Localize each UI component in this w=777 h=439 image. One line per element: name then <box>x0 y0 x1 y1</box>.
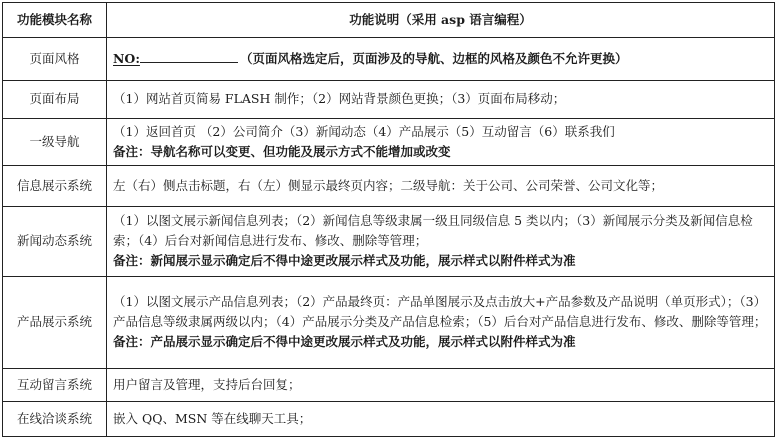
table-row <box>3 119 775 166</box>
module-name: 新闻动态系统 <box>3 207 107 276</box>
description-line: （1）网站首页简易 FLASH 制作；（2）网站背景颜色更换；（3）页面布局移动； <box>113 91 566 107</box>
description-line: （1）以图文展示新闻信息列表；（2）新闻信息等级隶属一级且同级信息 5 类以内；（3）新闻展示分类及新闻信息检索；（4）后台对新闻信息进行发布、修改、删除等管理； <box>113 213 753 249</box>
module-name: 产品展示系统 <box>3 276 107 368</box>
description-note: 备注：产品展示显示确定后不得中途更改展示样式及功能，展示样式以附件样式为准 <box>113 334 576 350</box>
module-description <box>107 80 775 119</box>
module-description <box>107 119 775 166</box>
module-name: 互动留言系统 <box>3 368 107 402</box>
description-note: 备注：新闻展示显示确定后不得中途更改展示样式及功能，展示样式以附件样式为准 <box>113 253 576 269</box>
table-row <box>3 80 775 119</box>
description-line: 左（右）侧点击标题，右（左）侧显示最终页内容；二级导航：关于公司、公司荣誉、公司文化等； <box>113 178 664 194</box>
module-name: 页面布局 <box>3 80 107 119</box>
description-line: （1）返回首页 （2）公司简介（3）新闻动态（4）产品展示（5）互动留言（6）联系我们 <box>113 124 615 140</box>
table-row <box>3 166 775 207</box>
module-description <box>107 368 775 402</box>
module-description <box>107 37 775 80</box>
header-description: 功能说明（采用 asp 语言编程） <box>107 3 775 38</box>
module-name: 信息展示系统 <box>3 166 107 207</box>
module-name: 一级导航 <box>3 119 107 166</box>
description-line: 用户留言及管理，支持后台回复； <box>113 376 301 392</box>
module-description <box>107 207 775 276</box>
description-line: （页面风格选定后，页面涉及的导航、边框的风格及颜色不允许更换） <box>239 50 628 66</box>
module-name: 在线洽谈系统 <box>3 402 107 437</box>
description-line: 嵌入 QQ、MSN 等在线聊天工具； <box>113 411 312 427</box>
description-line: （1）以图文展示产品信息列表；（2）产品最终页：产品单图展示及点击放大+产品参数及产品说明（单页形式）；（3）产品信息等级隶属两级以内；（4）产品展示分类及产品信息检索；（5）后台对产品信息进行发布、修改、删除等管理； <box>113 294 767 330</box>
table-row <box>3 276 775 368</box>
table-row <box>3 368 775 402</box>
table-row <box>3 207 775 276</box>
header-module-name: 功能模块名称 <box>3 3 107 38</box>
module-description <box>107 402 775 437</box>
table-header-row <box>3 3 775 38</box>
table-row <box>3 402 775 437</box>
style-number-blank <box>140 49 238 63</box>
module-description <box>107 276 775 368</box>
module-description <box>107 166 775 207</box>
feature-table <box>2 2 775 437</box>
description-note: 备注：导航名称可以变更、但功能及展示方式不能增加或改变 <box>113 144 451 160</box>
style-number-label: NO: <box>113 50 140 66</box>
table-row <box>3 37 775 80</box>
module-name: 页面风格 <box>3 37 107 80</box>
